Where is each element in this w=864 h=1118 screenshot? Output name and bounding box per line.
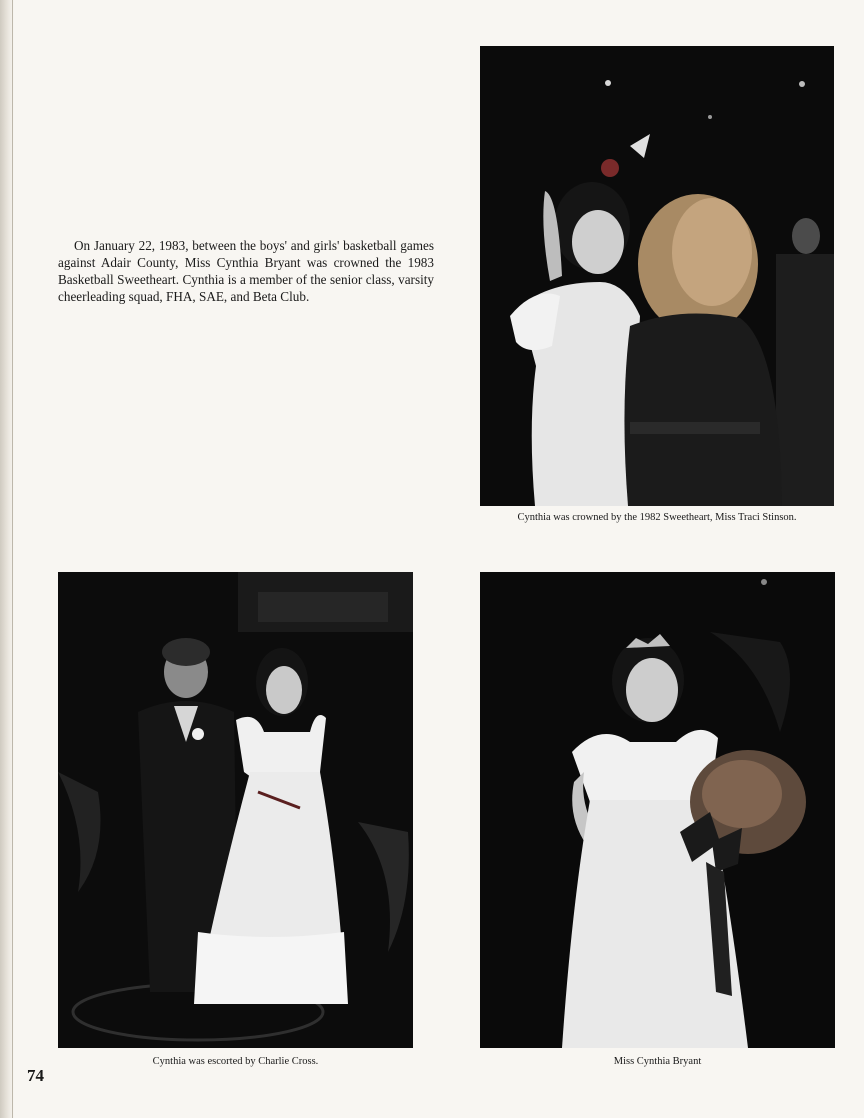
portrait-photo-caption: Miss Cynthia Bryant	[613, 1056, 702, 1067]
page-number: 74	[27, 1066, 44, 1085]
crowning-photo	[480, 46, 834, 506]
escort-photo	[58, 572, 413, 1048]
crowning-photo-caption: Cynthia was crowned by the 1982 Sweetheart, Miss Traci Stinson.	[517, 512, 797, 523]
page-binding-line	[12, 0, 13, 1118]
portrait-photo	[480, 572, 835, 1048]
intro-paragraph: On January 22, 1983, between the boys' and girls' basketball games against Adair County, Miss Cynthia Bryant was crowned the 1983 Basketball Sweetheart. Cynthia is a member of the senior class, varsity cheerleading squad, FHA, SAE, and Beta Club.	[58, 238, 434, 304]
escort-photo-caption: Cynthia was escorted by Charlie Cross.	[152, 1056, 319, 1067]
